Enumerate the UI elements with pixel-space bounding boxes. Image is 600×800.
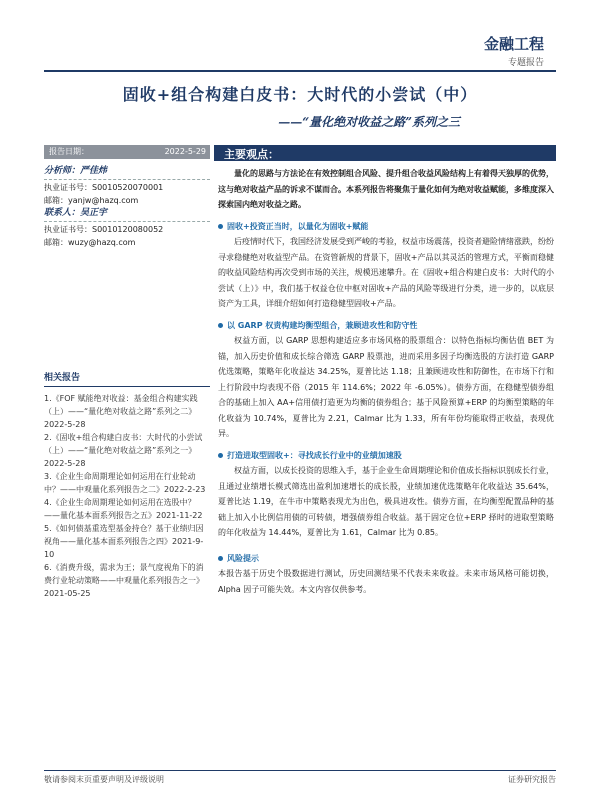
related-report-item[interactable]: 3.《企业生命周期理论如何运用在行业轮动中？——中观量化系列报告之二》2022-2-23	[44, 472, 206, 494]
intro-paragraph: 量化的思路与方法论在有效控制组合风险、提升组合收益风险结构上有着得天独厚的优势，这与绝对收益产品的诉求不谋而合。本系列报告将聚焦于量化如何为绝对收益赋能，多维度深入探索国内绝对收益之路。	[218, 169, 554, 209]
risk-paragraph: 本报告基于历史个股数据进行测试，历史回测结果不代表未来收益。未来市场风格可能切换，Alpha 因子可能失效。本文内容仅供参考。	[218, 569, 554, 594]
related-reports-list	[44, 392, 210, 600]
related-report-item[interactable]: 5.《如何债基重选型基金持仓？基于业绩归因视角——量化基本面系列报告之四》2021-9-10	[44, 524, 204, 559]
contact-cert: 执业证书号：S0010120080052	[44, 225, 164, 234]
section-heading	[218, 219, 554, 235]
section-paragraph: 权益方面，以成长投资的思维入手，基于企业生命周期理论和价值成长指标识别成长行业，且通过业绩增长模式筛选出盈利加速增长的成长股，业绩加速优选策略年化收益达 35.64%，夏普比达 1.19，在牛市中策略表现尤为出色，极具进攻性。债券方面，在均衡型配置品种的基础上加入小比例信用债的可转债，增强债券组合收益。基于固定仓位+ERP 择时的进取型策略的年化收益为 14.44%，夏普比为 1.61，Calmar 比为 0.85。	[218, 466, 554, 537]
section-paragraph: 后疫情时代下，我国经济发展受到严峻的考验，权益市场震荡，投资者避险情绪涨跌，纷纷寻求稳健绝对收益型产品。在资管新规的背景下，固收+产品以其灵活的管理方式，平衡而稳健的收益风险结构再次受到市场的关注，规模迅速攀升。在《固收+组合构建白皮书：大时代的小尝试（上）》中，我们基于权益仓位中枢对固收+产品的风险等级进行分类，进一步的，以底层资产为工具，详细介绍如何打造稳健型固收+产品。	[218, 237, 554, 308]
section-paragraph: 权益方面，以 GARP 思想构建适应多市场风格的股票组合：以特色指标均衡估值 BET 为锚，加入历史价值和成长综合筛选 GARP 股票池，进而采用多因子均衡选股的方法打造 GARP 优选策略，策略年化收益达 34.25%，夏普比达 1.18；且兼顾进攻性和防御性，在市场下行和上行阶段中均表现不俗（2015 年 114.6%；2022 年 -6.05%）。债券方面，在稳健型债券组合的基础上加入 AA+信用债打造更为均衡的债券组合；基于风险预算+ERP 的均衡型策略的年化收益为 10.74%，夏普比为 2.21，Calmar 比为 1.33，所有年份均能取得正收益，表现优异。	[218, 336, 554, 438]
report-title: 固收+组合构建白皮书：大时代的小尝试（中）	[122, 85, 478, 104]
section-heading-text: 打造进取型固收+：寻找成长行业中的业绩加速股	[227, 450, 402, 460]
key-views-header	[214, 145, 556, 161]
section-heading	[218, 318, 554, 334]
divider	[44, 179, 210, 180]
report-date: 2022-5-29	[164, 147, 206, 156]
date-label: 报告日期：	[49, 147, 89, 156]
bullet-icon	[218, 323, 223, 328]
contact-email: 邮箱：wuzy@hazq.com	[44, 238, 136, 247]
related-report-item[interactable]: 4.《企业生命周期理论如何运用在选股中？——量化基本面系列报告之五》2021-11-22	[44, 498, 203, 520]
footer-divider	[44, 770, 556, 771]
related-report-item[interactable]: 1.《FOF 赋能绝对收益：基金组合构建实践（上）——“量化绝对收益之路”系列之二》2022-5-28	[44, 394, 198, 429]
date-bar	[44, 145, 210, 159]
section-heading-text: 固收+投资正当时，以量化为固收+赋能	[227, 221, 369, 231]
risk-heading-text: 风险提示	[227, 553, 259, 563]
section-heading-text: 以 GARP 权责构建均衡型组合，兼顾进攻性和防守性	[227, 320, 418, 330]
divider	[44, 221, 210, 222]
report-subtitle: ——“量化绝对收益之路”系列之三	[278, 115, 460, 129]
section-heading	[218, 448, 554, 464]
related-reports-title: 相关报告	[44, 370, 210, 387]
risk-heading	[218, 551, 554, 567]
header-divider	[44, 70, 556, 72]
bullet-icon	[218, 556, 223, 561]
report-type: 专题报告	[507, 58, 544, 68]
footer-label: 证券研究报告	[508, 775, 556, 784]
key-views-body	[218, 166, 554, 597]
related-report-item[interactable]: 2.《固收+组合构建白皮书：大时代的小尝试（上）——“量化绝对收益之路”系列之一》2022-5-28	[44, 433, 203, 468]
analyst-email: 邮箱：yanjw@hazq.com	[44, 196, 139, 205]
bullet-icon	[218, 224, 223, 229]
analyst-cert: 执业证书号：S0010520070001	[44, 183, 164, 192]
bullet-icon	[218, 453, 223, 458]
related-report-item[interactable]: 6.《消费升级，需求为王；景气度视角下的消费行业轮动策略——中观量化系列报告之一》2021-05-25	[44, 563, 204, 598]
contact-name: 联系人：吴正宇	[44, 208, 108, 218]
key-views-title: 主要观点：	[224, 148, 279, 161]
analyst-block	[44, 165, 210, 249]
footer-disclaimer[interactable]: 敬请参阅末页重要声明及评级说明	[44, 775, 164, 784]
report-category: 金融工程	[483, 35, 544, 53]
analyst-name: 分析师：严佳炜	[44, 166, 108, 176]
